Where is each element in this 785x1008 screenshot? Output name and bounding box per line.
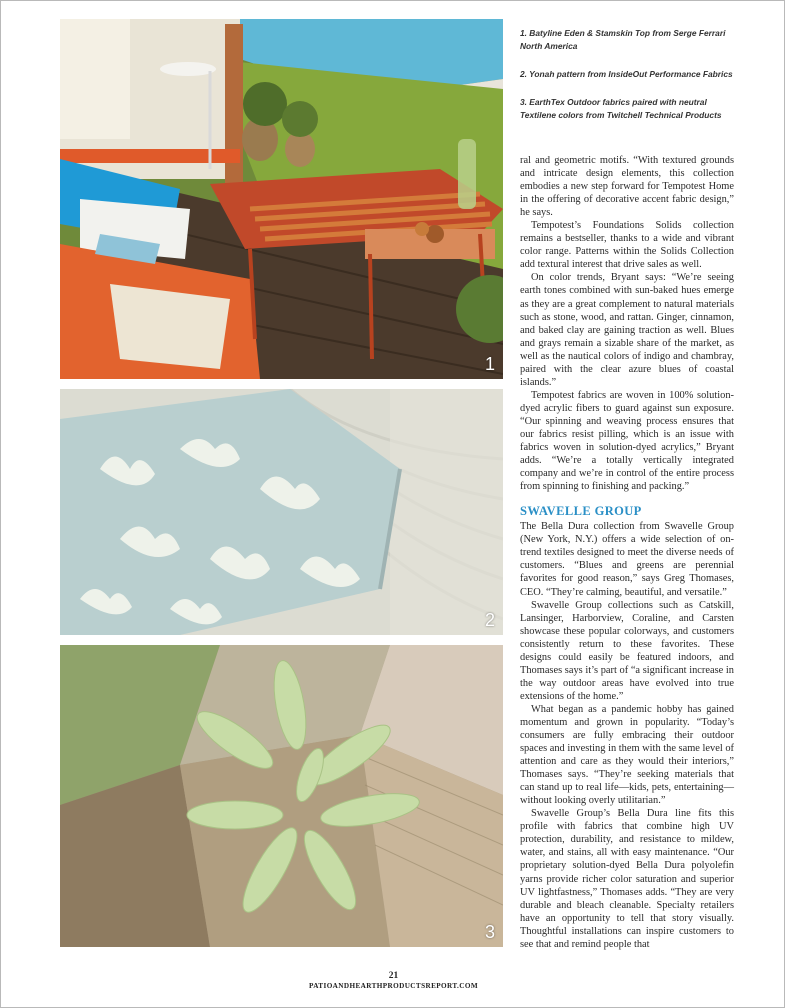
photo-captions xyxy=(520,27,740,137)
article-paragraph: What began as a pandemic hobby has gained momentum and grown in popularity. “Today’s consumers are fully embracing their outdoor spaces and investing in them with the same level of attention and care as they would their interiors,” Thomases says. “They’re seeking materials that can stand up to real life—kids, pets, entertaining—without looking overly utilitarian.” xyxy=(520,703,734,807)
outdoor-furniture-photo xyxy=(60,19,503,379)
caption-2: 2. Yonah pattern from InsideOut Performance Fabrics xyxy=(520,69,733,79)
site-url: PATIOANDHEARTHPRODUCTSREPORT.COM xyxy=(308,982,479,990)
page-number: 21 xyxy=(388,971,399,981)
coral-pattern-pillow-illustration xyxy=(60,389,503,635)
caption-3: 3. EarthTex Outdoor fabrics paired with neutral Textilene colors from Twitchell Technical Products xyxy=(520,97,722,120)
article-paragraph: Tempotest fabrics are woven in 100% solution-dyed acrylic fibers to guard against sun exposure. “Our spinning and weaving process ensures that our fabrics resist pilling, which is an issue with fabrics woven in solution-dyed acrylics,” Bryant adds. “We’re a totally vertically integrated company and we’re in control of the entire process from spinning to finishing and packing.” xyxy=(520,389,734,493)
section-heading: SWAVELLE GROUP xyxy=(520,504,642,519)
coral-pattern-pillow-photo xyxy=(60,389,503,635)
photo-number-1: 1 xyxy=(484,354,495,374)
article-paragraph: ral and geometric motifs. “With textured grounds and intricate design elements, this collection embodies a new step forward for Tempotest Home in the offering of decorative accent fabric design,” he says. xyxy=(520,155,734,219)
caption-1: 1. Batyline Eden & Stamskin Top from Serge Ferrari North America xyxy=(520,28,726,51)
article-paragraph: Swavelle Group’s Bella Dura line fits this profile with fabrics that combine high UV protection, durability, and resistance to mildew, water, and stains, all with easy maintenance. “Our proprietary solution-dyed Bella Dura polyolefin yarns provide richer color saturation and superior UV lightfastness,” Thomases adds. “They are very durable and bleach cleanable. Specialty retailers have an opportunity to tell that story visually. Thoughtful installations can inspire customers to see that and remind people that xyxy=(520,808,734,950)
fabric-swatches-with-leaves-photo xyxy=(60,645,503,947)
article-paragraph: On color trends, Bryant says: “We’re seeing earth tones combined with sun-baked hues emerge as they are a great complement to natural materials such as stone, wood, and rattan. Ginger, cinnamon, and baked clay are gaining traction as well. Blues and grays remain a sizable share of the market, as well as the nautical colors of indigo and chambray, paired with the clear azure blues of coastal islands.” xyxy=(520,272,734,388)
outdoor-furniture-illustration xyxy=(60,19,503,379)
fabric-swatches-illustration xyxy=(60,645,503,947)
article-column xyxy=(520,154,734,951)
article-paragraph: Swavelle Group collections such as Catskill, Lansinger, Harborview, Coraline, and Carsten showcase these popular colorways, and customers consistently return to these favorites. These designs could easily be featured indoors, and Thomases says it’s part of “a significant increase in the way outdoor areas have evolved into true extensions of the home.” xyxy=(520,599,734,702)
article-paragraph: Tempotest’s Foundations Solids collection remains a bestseller, thanks to a wide and vibrant color range. Patterns within the Solids Collection add textural interest that drive sales as well. xyxy=(520,220,734,271)
photo-number-3: 3 xyxy=(484,922,495,942)
article-paragraph: The Bella Dura collection from Swavelle Group (New York, N.Y.) offers a wide selection of on-trend textiles designed to meet the diverse needs of customers. “Blues and greens are perennial favorites for good reason,” says Greg Thomases, CEO. “They’re calming, beautiful, and versatile.” xyxy=(520,521,734,598)
photo-number-2: 2 xyxy=(484,610,495,630)
